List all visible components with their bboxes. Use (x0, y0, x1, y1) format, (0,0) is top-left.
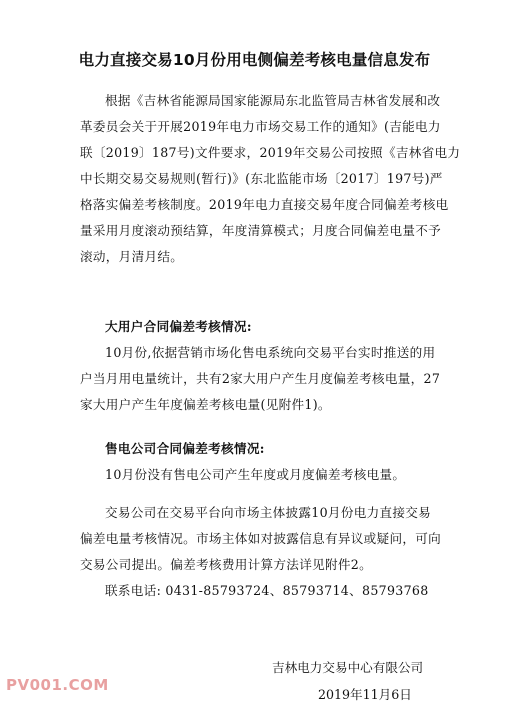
paragraph-line: 偏差电量考核情况。市场主体如对披露信息有异议或疑问，可向 (80, 531, 442, 546)
section-large-users (80, 314, 476, 418)
document-title: 电力直接交易10月份用电侧偏差考核电量信息发布 (78, 51, 431, 69)
paragraph-basis (80, 88, 476, 270)
section-heading-sales-companies: 售电公司合同偏差考核情况: (105, 441, 265, 456)
paragraph-line: 格落实偏差考核制度。2019年电力直接交易年度合同偏差考核电 (80, 197, 449, 212)
section-heading-large-users: 大用户合同偏差考核情况: (105, 319, 252, 334)
paragraph-line: 联〔2019〕187号)文件要求，2019年交易公司按照《吉林省电力 (80, 145, 461, 160)
paragraph-line: 根据《吉林省能源局国家能源局东北监管局吉林省发展和改 (105, 93, 441, 108)
paragraph-line: 交易公司提出。偏差考核费用计算方法详见附件2。 (80, 557, 372, 572)
paragraph-line: 量采用月度滚动预结算，年度清算模式；月度合同偏差电量不予 (80, 223, 442, 238)
contact-phone: 联系电话: 0431-85793724、85793714、85793768 (105, 583, 429, 598)
paragraph-line: 10月份没有售电公司产生年度或月度偏差考核电量。 (105, 467, 406, 482)
paragraph-line: 10月份,依据营销市场化售电系统向交易平台实时推送的用 (105, 345, 436, 360)
paragraph-line: 滚动，月清月结。 (80, 249, 184, 264)
signature-date: 2019年11月6日 (318, 687, 412, 702)
watermark-logo: PV001.COM (6, 676, 109, 694)
paragraph-line: 家大用户产生年度偏差考核电量(见附件1)。 (80, 397, 331, 412)
section-sales-companies (80, 436, 476, 488)
paragraph-line: 中长期交易交易规则(暂行)》(东北监能市场〔2017〕197号)严 (80, 171, 443, 186)
paragraph-line: 户当月用电量统计，共有2家大用户产生月度偏差考核电量，27 (80, 371, 441, 386)
paragraph-disclosure (80, 500, 476, 604)
paragraph-line: 革委员会关于开展2019年电力市场交易工作的通知》(吉能电力 (80, 119, 441, 134)
signature-organization: 吉林电力交易中心有限公司 (272, 660, 424, 675)
paragraph-line: 交易公司在交易平台向市场主体披露10月份电力直接交易 (105, 505, 432, 520)
